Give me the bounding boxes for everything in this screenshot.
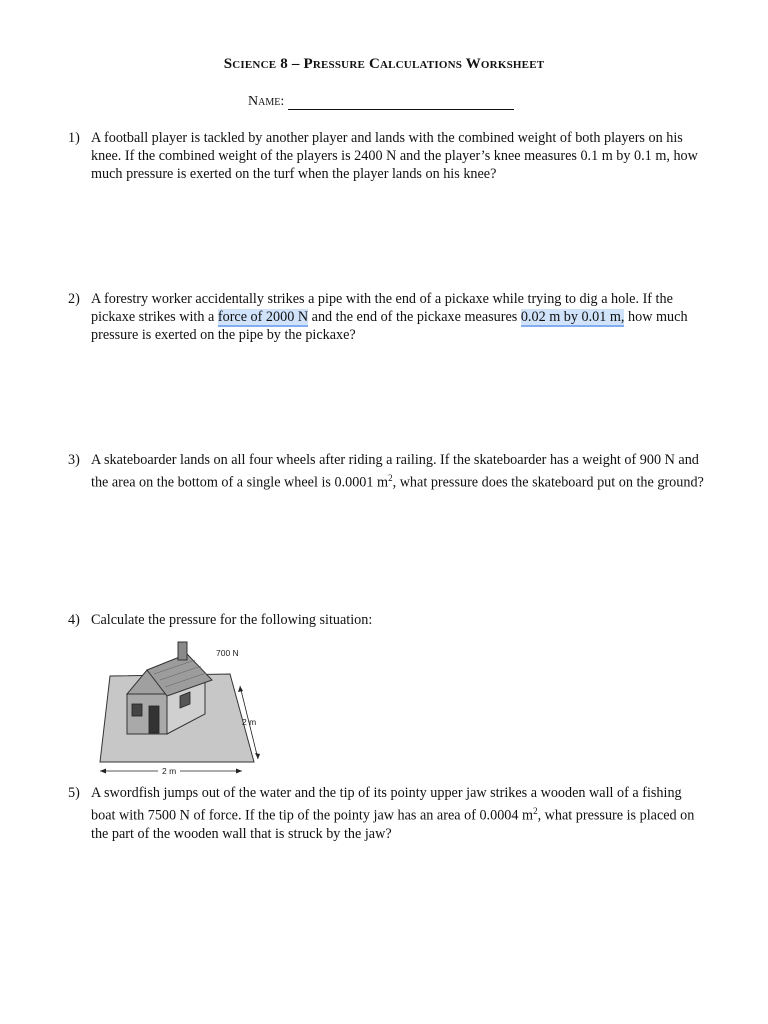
question-5	[68, 784, 708, 843]
question-text-part: and the end of the pickaxe measures	[308, 309, 521, 325]
question-4	[68, 611, 708, 629]
question-2	[68, 290, 708, 344]
question-number: 1)	[68, 130, 80, 146]
question-text: A football player is tackled by another player and lands with the combined weight of both players on his knee. If the combined weight of the players is 2400 N and the player’s knee measures 0.1 m by 0.1 m, how much pressure is exerted on the turf when the player lands on his knee?	[91, 130, 698, 182]
question-number: 4)	[68, 612, 80, 628]
question-text	[91, 451, 708, 492]
question-3	[68, 451, 708, 492]
house-window	[132, 704, 142, 716]
width-label: 2 m	[162, 766, 177, 776]
question-number: 5)	[68, 785, 80, 801]
question-text-part: how much pressure is exerted on the pipe by the pickaxe?	[91, 309, 688, 343]
question-number: 2)	[68, 291, 80, 307]
question-text	[91, 784, 708, 843]
question-text: Calculate the pressure for the following situation:	[91, 612, 373, 628]
question-text-part: , what pressure is placed on the part of the wooden wall that is struck by the jaw?	[91, 807, 695, 842]
depth-label: 2 m	[242, 717, 257, 727]
question-text-part: A swordfish jumps out of the water and the tip of its pointy upper jaw strikes a wooden wall of a fishing boat with 7500 N of force. If the tip of the pointy jaw has an area of 0.0004 m	[91, 785, 682, 824]
chimney	[178, 642, 187, 660]
name-blank-line[interactable]	[288, 95, 514, 110]
worksheet-title: Science 8 – Pressure Calculations Worksheet	[223, 56, 545, 72]
superscript: 2	[388, 473, 393, 483]
name-field	[248, 94, 514, 110]
force-label: 700 N	[216, 648, 239, 658]
question-1	[68, 129, 708, 183]
house-door	[149, 706, 159, 733]
question-text-part: A skateboarder lands on all four wheels after riding a railing. If the skateboarder has a weight of 900 N and the area on the bottom of a single wheel is 0.0001 m	[91, 452, 699, 491]
superscript: 2	[533, 806, 538, 816]
highlighted-dimensions: 0.02 m by 0.01 m,	[520, 309, 625, 325]
name-label: Name:	[248, 94, 285, 109]
question-text	[91, 290, 708, 344]
question-number: 3)	[68, 452, 80, 468]
highlighted-force: force of 2000 N	[217, 309, 309, 325]
question-text-part: , what pressure does the skateboard put on the ground?	[392, 474, 704, 491]
question-text-part: A forestry worker accidentally strikes a pipe with the end of a pickaxe while trying to dig a hole. If the pickaxe strikes with a	[91, 291, 673, 325]
house-figure	[92, 634, 262, 782]
